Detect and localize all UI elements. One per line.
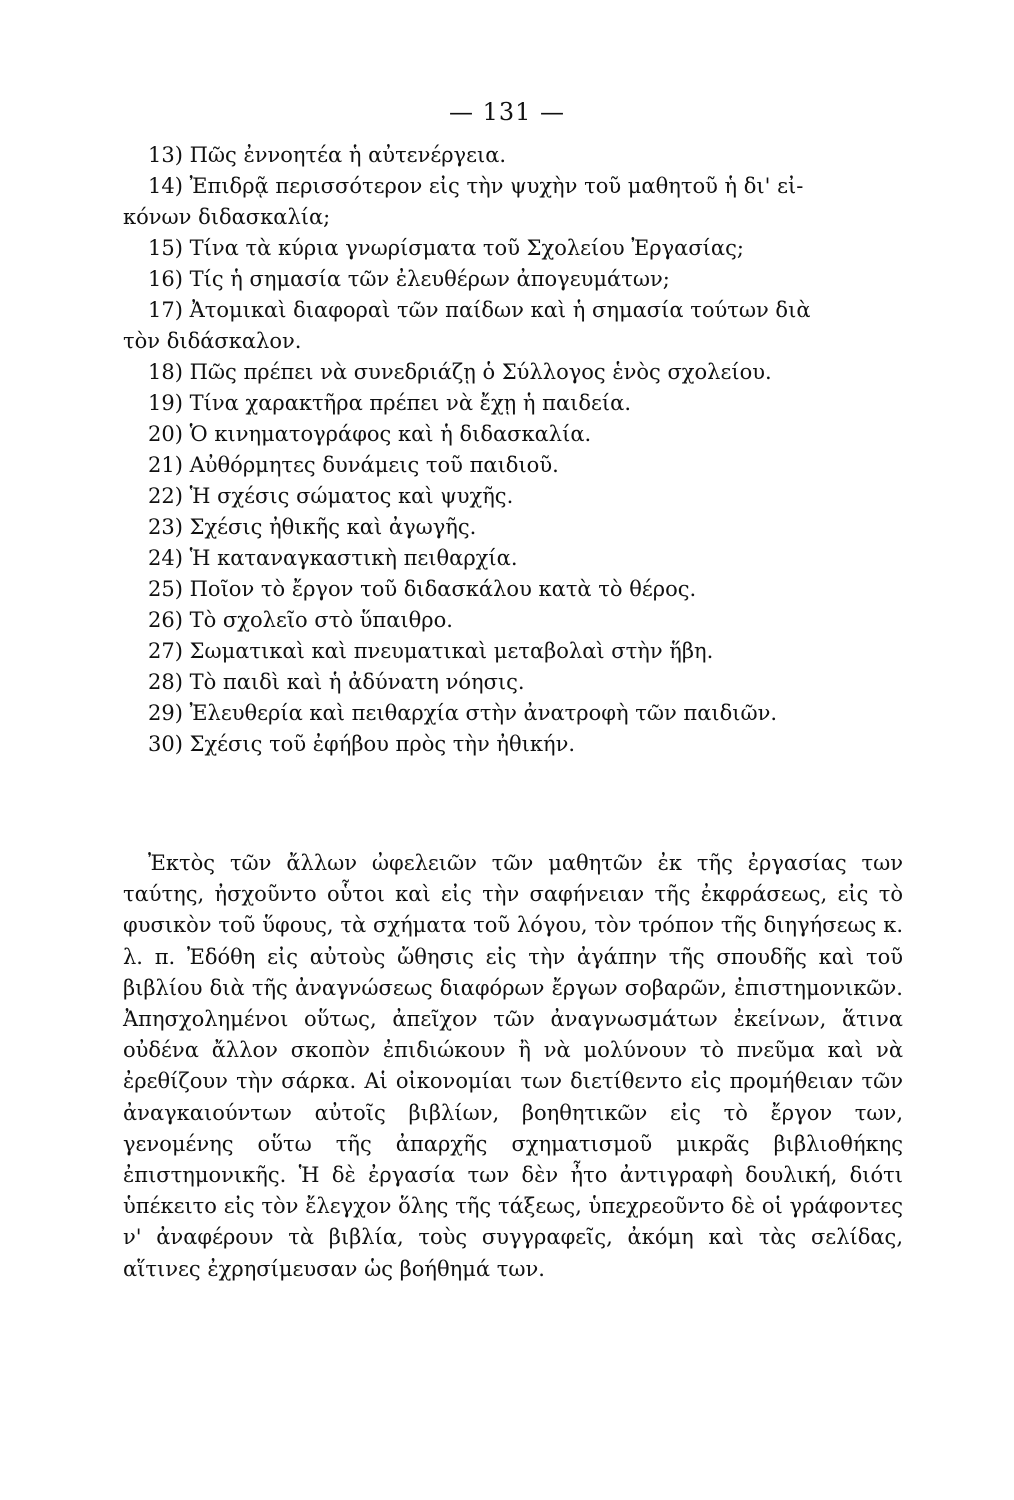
item-number: 21)	[148, 453, 183, 477]
list-item	[148, 698, 918, 729]
item-number: 24)	[148, 546, 183, 570]
item-text: Ἀτομικαὶ διαφοραὶ τῶν παίδων καὶ ἡ σημασία τούτων διὰ	[189, 298, 811, 322]
list-item	[148, 450, 918, 481]
list-item	[123, 295, 918, 357]
list-item	[148, 636, 918, 667]
item-number: 16)	[148, 267, 183, 291]
item-text: Ἡ σχέσις σώματος καὶ ψυχῆς.	[189, 484, 514, 508]
question-list	[123, 140, 918, 760]
item-number: 19)	[148, 391, 183, 415]
item-text: Ὁ κινηματογράφος καὶ ἡ διδασκαλία.	[189, 422, 592, 446]
item-text: Ποῖον τὸ ἔργον τοῦ διδασκάλου κατὰ τὸ θέρος.	[189, 577, 697, 601]
item-text: Πῶς πρέπει νὰ συνεδριάζῃ ὁ Σύλλογος ἑνὸς σχολείου.	[189, 360, 772, 384]
item-number: 18)	[148, 360, 183, 384]
list-item	[148, 264, 918, 295]
list-item	[148, 140, 918, 171]
item-continuation: τὸν διδάσκαλον.	[123, 329, 302, 353]
item-text: Ἐλευθερία καὶ πειθαρχία στὴν ἀνατροφὴ τῶν παιδιῶν.	[189, 701, 778, 725]
item-text: Τίς ἡ σημασία τῶν ἐλευθέρων ἀπογευμάτων;	[189, 267, 670, 291]
list-item	[148, 729, 918, 760]
item-text: Αὐθόρμητες δυνάμεις τοῦ παιδιοῦ.	[189, 453, 559, 477]
list-item	[148, 419, 918, 450]
item-number: 26)	[148, 608, 183, 632]
item-text: Πῶς ἐννοητέα ἡ αὐτενέργεια.	[189, 143, 507, 167]
list-item	[148, 481, 918, 512]
item-text: Σωματικαὶ καὶ πνευματικαὶ μεταβολαὶ στὴν ἥβη.	[189, 639, 714, 663]
page-number: — 131 —	[448, 98, 566, 126]
item-number: 15)	[148, 236, 183, 260]
item-text: Ἡ καταναγκαστικὴ πειθαρχία.	[189, 546, 518, 570]
item-text: Σχέσις ἠθικῆς καὶ ἀγωγῆς.	[189, 515, 477, 539]
item-continuation: κόνων διδασκαλία;	[123, 205, 331, 229]
item-number: 29)	[148, 701, 183, 725]
list-item	[148, 667, 918, 698]
list-item	[148, 357, 918, 388]
item-number: 14)	[148, 174, 183, 198]
item-number: 17)	[148, 298, 183, 322]
list-item	[148, 512, 918, 543]
item-text: Τὸ σχολεῖο στὸ ὕπαιθρο.	[189, 608, 453, 632]
list-item	[148, 605, 918, 636]
list-item	[148, 543, 918, 574]
item-number: 20)	[148, 422, 183, 446]
item-number: 23)	[148, 515, 183, 539]
item-number: 22)	[148, 484, 183, 508]
item-number: 30)	[148, 732, 183, 756]
item-number: 27)	[148, 639, 183, 663]
list-item	[123, 171, 918, 233]
item-text: Ἐπιδρᾷ περισσότερον εἰς τὴν ψυχὴν τοῦ μαθητοῦ ἡ δι' εἰ-	[189, 174, 804, 198]
list-item	[148, 574, 918, 605]
list-item	[148, 388, 918, 419]
list-item	[148, 233, 918, 264]
item-text: Τίνα χαρακτῆρα πρέπει νὰ ἔχῃ ἡ παιδεία.	[189, 391, 632, 415]
item-text: Σχέσις τοῦ ἐφήβου πρὸς τὴν ἠθικήν.	[189, 732, 576, 756]
item-text: Τίνα τὰ κύρια γνωρίσματα τοῦ Σχολείου Ἐργασίας;	[189, 236, 744, 260]
item-text: Τὸ παιδὶ καὶ ἡ ἀδύνατη νόησις.	[189, 670, 525, 694]
item-number: 13)	[148, 143, 183, 167]
body-paragraph: Ἐκτὸς τῶν ἄλλων ὠφελειῶν τῶν μαθητῶν ἐκ τῆς ἐργασίας των ταύτης, ἠσχοῦντο οὗτοι καὶ εἰς τὴν σαφήνειαν τῆς ἐκφράσεως, εἰς τὸ φυσικὸν τοῦ ὕφους, τὰ σχήματα τοῦ λόγου, τὸν τρόπον τῆς διηγήσεως κ. λ. π. Ἐδόθη εἰς αὐτοὺς ὤθησις εἰς τὴν ἀγάπην τῆς σπουδῆς καὶ τοῦ βιβλίου διὰ τῆς ἀναγνώσεως διαφόρων ἔργων σοβαρῶν, ἐπιστημονικῶν. Ἀπησχολημένοι οὕτως, ἀπεῖχον τῶν ἀναγνωσμάτων ἐκείνων, ἅτινα οὐδένα ἄλλον σκοπὸν ἐπιδιώκουν ἢ νὰ μολύνουν τὸ πνεῦμα καὶ νὰ ἐρεθίζουν τὴν σάρκα. Αἱ οἰκονομίαι των διετίθεντο εἰς προμήθειαν τῶν ἀναγκαιούντων αὐτοῖς βιβλίων, βοηθητικῶν εἰς τὸ ἔργον των, γενομένης οὕτω τῆς ἀπαρχῆς σχηματισμοῦ μικρᾶς βιβλιοθήκης ἐπιστημονικῆς. Ἡ δὲ ἐργασία των δὲν ἦτο ἀντιγραφὴ δουλική, διότι ὑπέκειτο εἰς τὸν ἔλεγχον ὅλης τῆς τάξεως, ὑπεχρεοῦντο δὲ οἱ γράφοντες ν' ἀναφέρουν τὰ βιβλία, τοὺς συγγραφεῖς, ἀκόμη καὶ τὰς σελίδας, αἵτινες ἐχρησίμευσαν ὡς βοήθημά των.	[123, 851, 903, 1281]
item-number: 25)	[148, 577, 183, 601]
item-number: 28)	[148, 670, 183, 694]
